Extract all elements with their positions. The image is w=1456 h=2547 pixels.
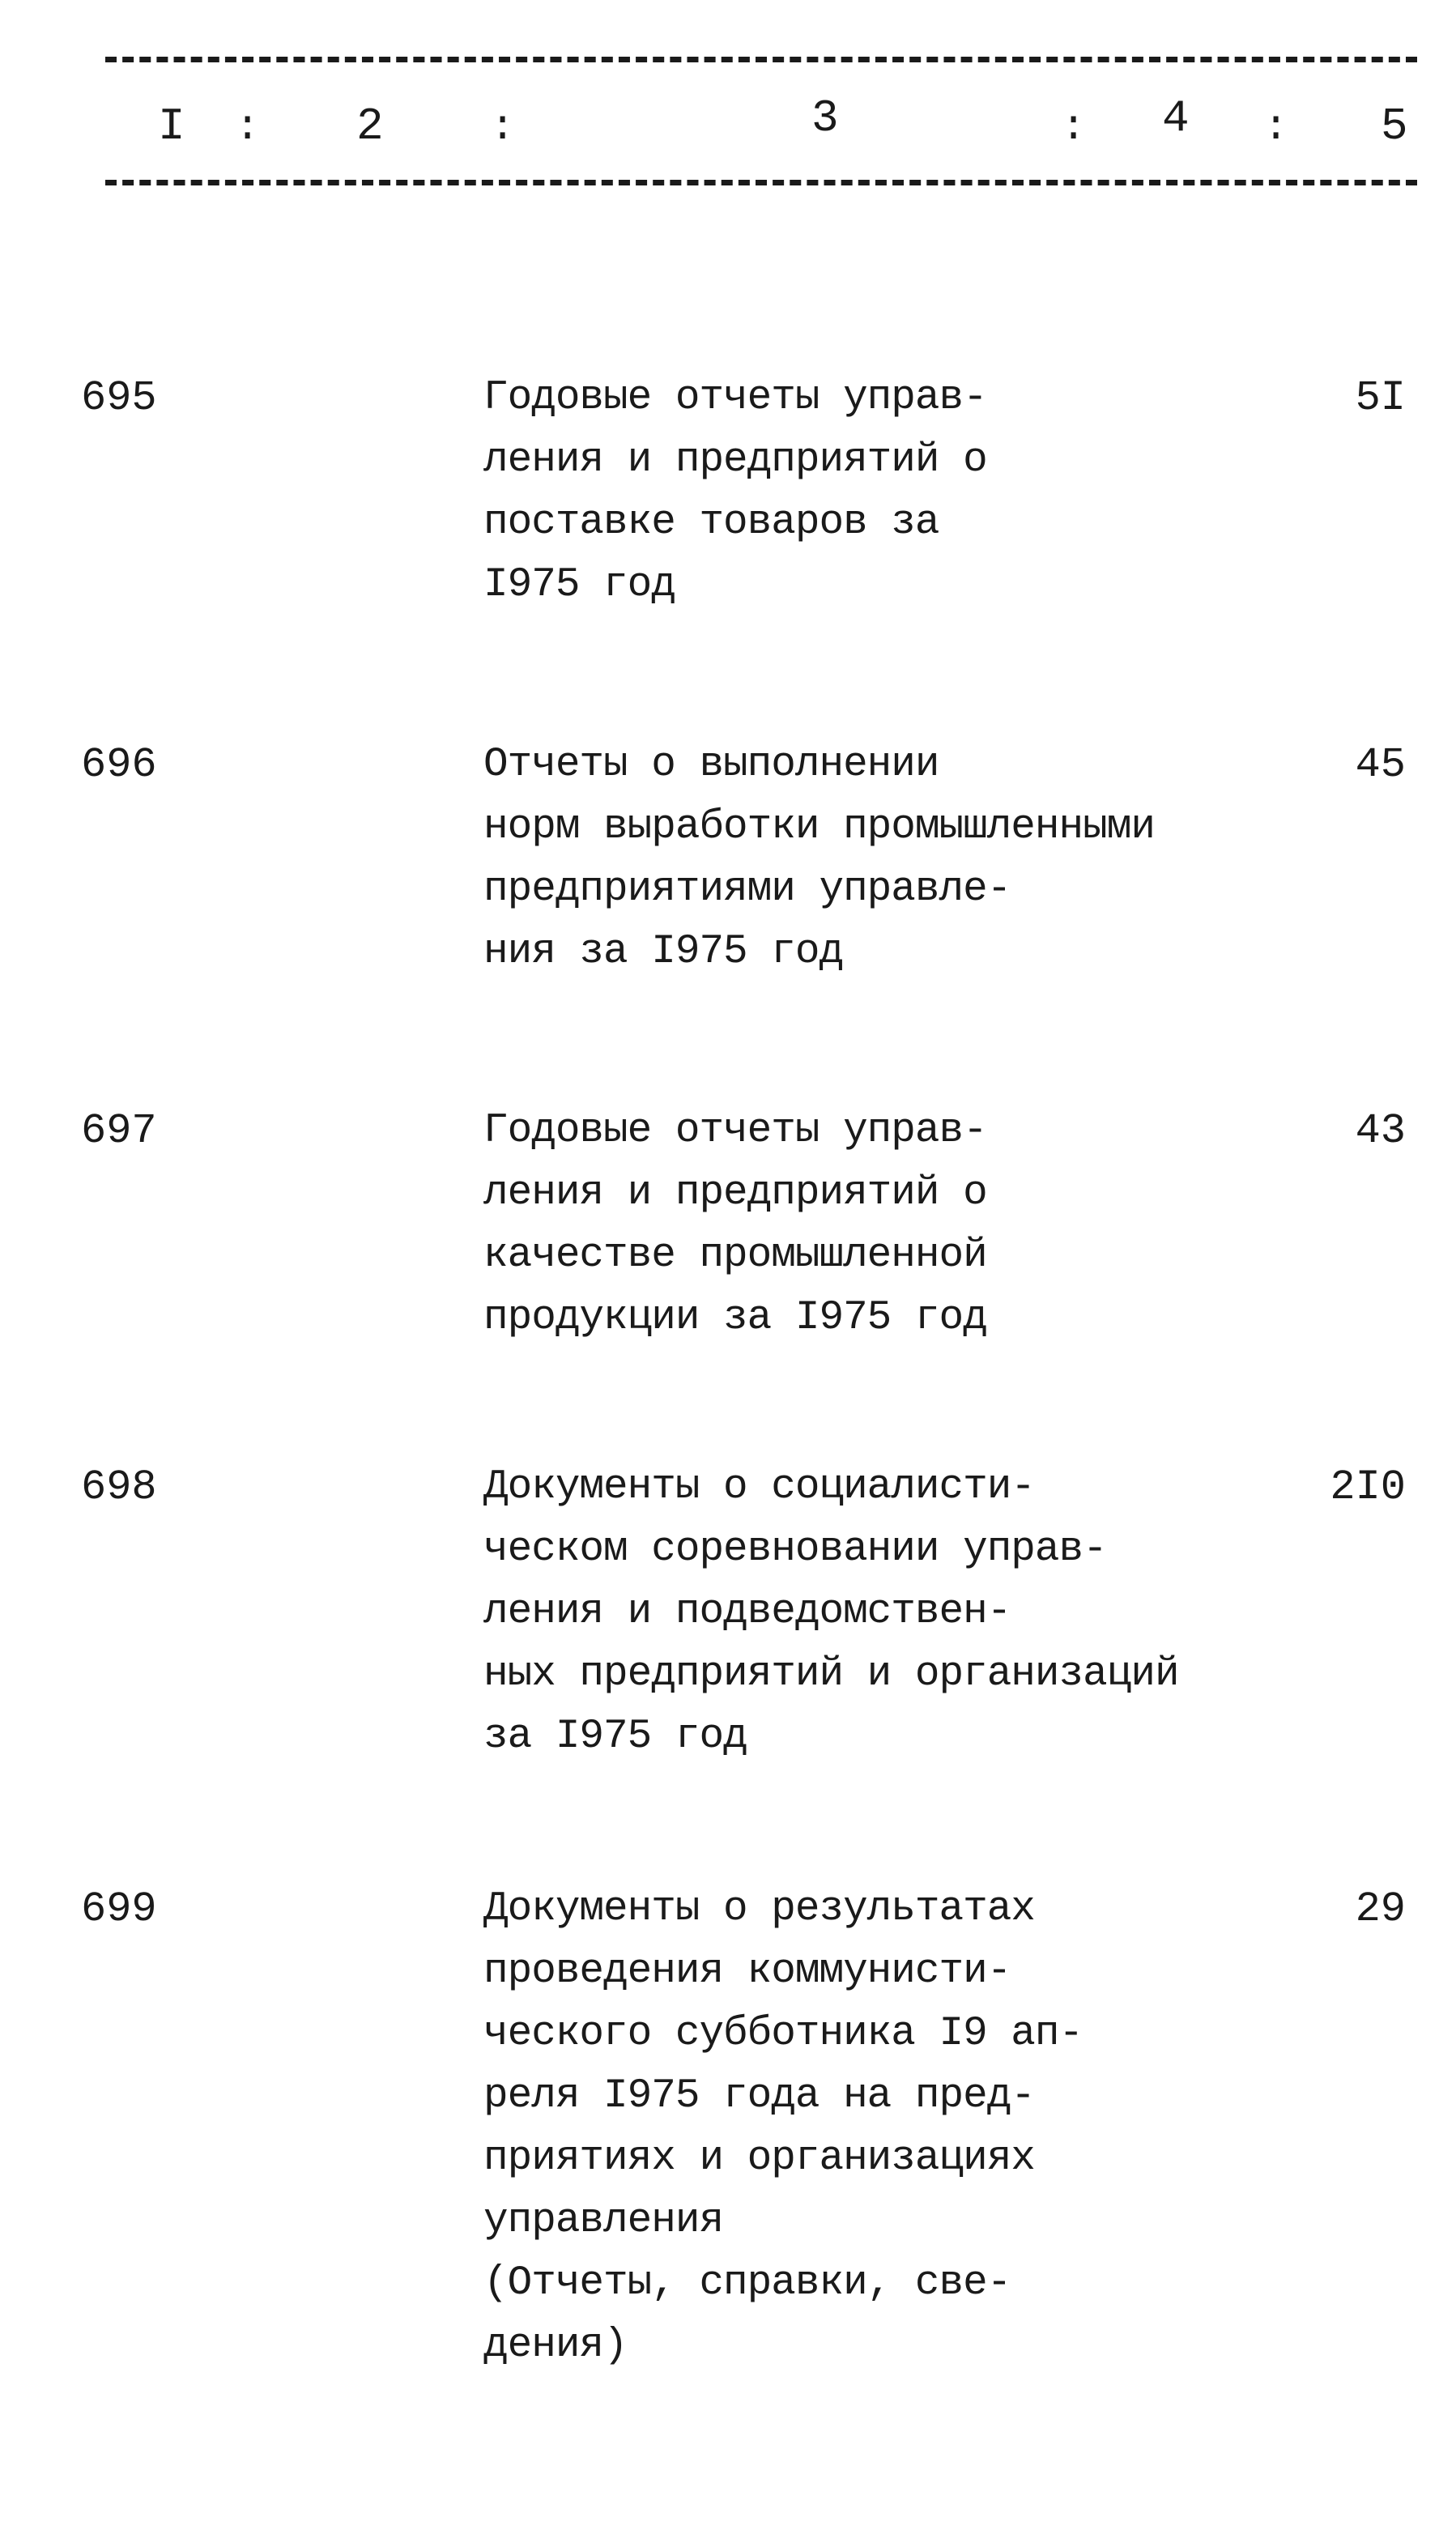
entry-sheet-count: 29: [1355, 1885, 1406, 1933]
header-separator-1: :: [235, 104, 261, 151]
entry-number: 696: [81, 741, 157, 789]
entry-number: 698: [81, 1463, 157, 1511]
entry-sheet-count: 5I: [1355, 374, 1406, 422]
entry-number: 695: [81, 374, 157, 422]
entry-number: 699: [81, 1885, 157, 1933]
header-separator-2: :: [490, 104, 516, 151]
header-bottom-rule: [105, 180, 1417, 185]
entry-sheet-count: 43: [1355, 1107, 1406, 1155]
header-col-2: 2: [356, 100, 384, 152]
entry-title: Годовые отчеты управ- ления и предприятий о поставке товаров за I975 год: [483, 375, 987, 608]
entry-number: 697: [81, 1107, 157, 1155]
header-col-3: 3: [811, 92, 839, 144]
entry-title: Годовые отчеты управ- ления и предприятий о качестве промышленной продукции за I975 год: [483, 1108, 987, 1341]
header-col-1: I: [158, 100, 185, 152]
entry-sheet-count: 45: [1355, 741, 1406, 789]
header-col-4: 4: [1162, 92, 1190, 144]
entry-title: Документы о социалисти- ческом соревновании управ- ления и подведомствен- ных предприятий и организаций за I975 год: [483, 1464, 1179, 1760]
entry-title: Документы о результатах проведения коммунисти- ческого субботника I9 ап- реля I975 года на пред- приятиях и организациях управления (Отчеты, справки, све- дения): [483, 1886, 1083, 2369]
header-col-5: 5: [1381, 100, 1408, 152]
header-separator-4: :: [1263, 104, 1289, 151]
header-separator-3: :: [1061, 104, 1087, 151]
entry-sheet-count: 2I0: [1330, 1463, 1406, 1511]
header-top-rule: [105, 57, 1417, 62]
entry-title: Отчеты о выполнении норм выработки промышленными предприятиями управле- ния за I975 год: [483, 742, 1155, 975]
